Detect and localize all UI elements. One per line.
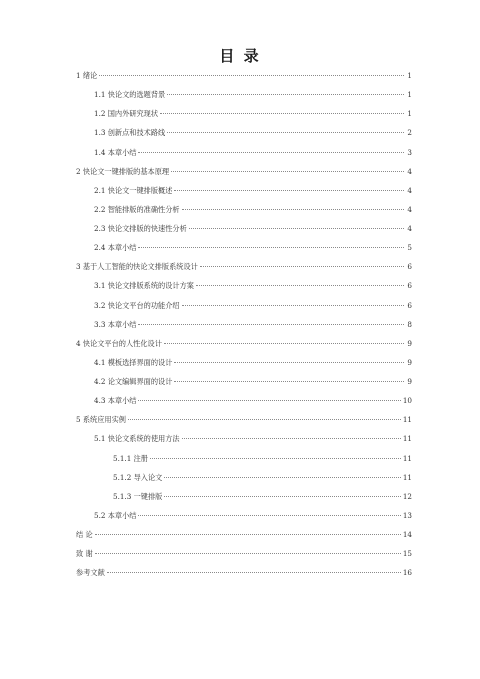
toc-dot-leader [160,113,404,114]
toc-entry-page-number: 1 [407,90,412,100]
toc-entry-label: 2.4 本章小结 [94,243,137,253]
toc-entry-label: 5.1.2 导入论文 [113,472,163,482]
toc-entry[interactable] [76,530,412,540]
toc-dot-leader [174,190,404,191]
toc-entry-label: 4.1 模板选择界面的设计 [94,357,173,367]
toc-entry-label: 2 快论文一键排版的基本原理 [76,166,170,176]
toc-entry-page-number: 9 [407,377,412,387]
toc-entry[interactable] [76,109,412,119]
toc-entry-label: 结 论 [76,530,93,540]
toc-entry[interactable] [76,568,412,578]
toc-entry[interactable] [76,301,412,311]
toc-dot-leader [138,515,400,516]
toc-entry-label: 2.1 快论文一键排版概述 [94,185,173,195]
toc-entry-page-number: 1 [407,71,412,80]
toc-dot-leader [196,285,404,286]
toc-entry-page-number: 12 [402,491,412,501]
toc-dot-leader [164,343,404,344]
toc-dot-leader [182,438,401,439]
toc-entry-label: 4.3 本章小结 [94,396,137,406]
toc-entry[interactable] [76,492,412,502]
toc-entry-page-number: 5 [407,243,412,253]
toc-entry-page-number: 15 [402,549,412,559]
toc-entry[interactable] [76,454,412,464]
toc-entry-page-number: 11 [402,472,412,482]
toc-entry-page-number: 9 [407,338,412,348]
toc-entry[interactable] [76,320,412,330]
toc-entry[interactable] [76,224,412,234]
toc-dot-leader [128,419,401,420]
toc-dot-leader [99,75,404,76]
toc-entry-label: 1.2 国内外研究现状 [94,109,159,119]
toc-entry-label: 1.4 本章小结 [94,147,137,157]
toc-entry[interactable] [76,90,412,100]
toc-entry[interactable] [76,377,412,387]
toc-dot-leader [138,324,404,325]
toc-entry[interactable] [76,358,412,368]
toc-entry-page-number: 6 [407,281,412,291]
toc-entry-label: 1.3 创新点和技术路线 [94,128,166,138]
toc-entry-page-number: 16 [402,568,412,578]
toc-entry[interactable] [76,71,412,81]
toc-dot-leader [95,534,401,535]
page-title: 目 录 [219,47,261,65]
toc-dot-leader [107,572,401,573]
toc-entry[interactable] [76,473,412,483]
toc-entry-label: 4.2 论文编辑界面的设计 [94,377,173,387]
toc-dot-leader [174,362,404,363]
toc-entry-label: 1.1 快论文的选题背景 [94,90,166,100]
toc-entry-label: 5 系统应用实例 [76,415,126,425]
toc-entry-label: 5.2 本章小结 [94,510,137,520]
toc-entry[interactable] [76,186,412,196]
toc-entry-page-number: 10 [402,396,412,406]
toc-entry[interactable] [76,243,412,253]
toc-dot-leader [182,209,404,210]
toc-entry[interactable] [76,128,412,138]
toc-entry-page-number: 4 [407,166,412,176]
toc-entry-page-number: 6 [407,300,412,310]
toc-entry-page-number: 8 [407,319,412,329]
toc-entry[interactable] [76,549,412,559]
toc-entry[interactable] [76,415,412,425]
toc-entry-label: 3 基于人工智能的快论文排版系统设计 [76,262,198,272]
toc-entry-page-number: 1 [407,109,412,119]
toc-dot-leader [164,477,401,478]
toc-entry-label: 5.1.3 一键排版 [113,491,163,501]
toc-dot-leader [182,305,404,306]
toc-dot-leader [138,400,400,401]
toc-entry[interactable] [76,396,412,406]
toc-entry-label: 致 谢 [76,549,93,559]
toc-entry[interactable] [76,262,412,272]
toc-entry-page-number: 14 [402,530,412,540]
toc-entry-label: 2.2 智能排版的准确性分析 [94,204,180,214]
toc-entry-page-number: 9 [407,357,412,367]
toc-entry[interactable] [76,434,412,444]
toc-entry[interactable] [76,511,412,521]
toc-entry-label: 1 绪论 [76,71,98,80]
toc-dot-leader [167,132,404,133]
toc-entry-label: 2.3 快论文排版的快速性分析 [94,224,187,234]
toc-entry-page-number: 13 [402,510,412,520]
toc-entry-page-number: 6 [407,262,412,272]
toc-entry-label: 3.1 快论文排版系统的设计方案 [94,281,194,291]
toc-entry-page-number: 4 [407,224,412,234]
toc-dot-leader [138,247,404,248]
toc-entry-label: 3.2 快论文平台的功能介绍 [94,300,180,310]
toc-dot-leader [171,171,404,172]
toc-entry-label: 5.1 快论文系统的使用方法 [94,434,180,444]
toc-entry-page-number: 2 [407,128,412,138]
toc-entry-page-number: 3 [407,147,412,157]
toc-entry-label: 参考文献 [76,568,105,578]
toc-entry-page-number: 11 [402,415,412,425]
toc-dot-leader [138,152,404,153]
toc-dot-leader [167,94,404,95]
toc-entry-label: 4 快论文平台的人性化设计 [76,338,162,348]
toc-entry-page-number: 4 [407,204,412,214]
toc-dot-leader [95,553,401,554]
toc-dot-leader [174,381,404,382]
toc-entry-page-number: 11 [402,434,412,444]
toc-entry-page-number: 4 [407,185,412,195]
toc-entry[interactable] [76,205,412,215]
toc-entry-label: 3.3 本章小结 [94,319,137,329]
toc-dot-leader [164,496,401,497]
toc-dot-leader [150,458,401,459]
toc-entry[interactable] [76,281,412,291]
toc-entry-label: 5.1.1 注册 [113,453,148,463]
toc-entry[interactable] [76,148,412,158]
toc-entry[interactable] [76,167,412,177]
toc-dot-leader [189,228,404,229]
toc-entry[interactable] [76,339,412,349]
toc-dot-leader [200,266,404,267]
toc-entry-page-number: 11 [402,453,412,463]
